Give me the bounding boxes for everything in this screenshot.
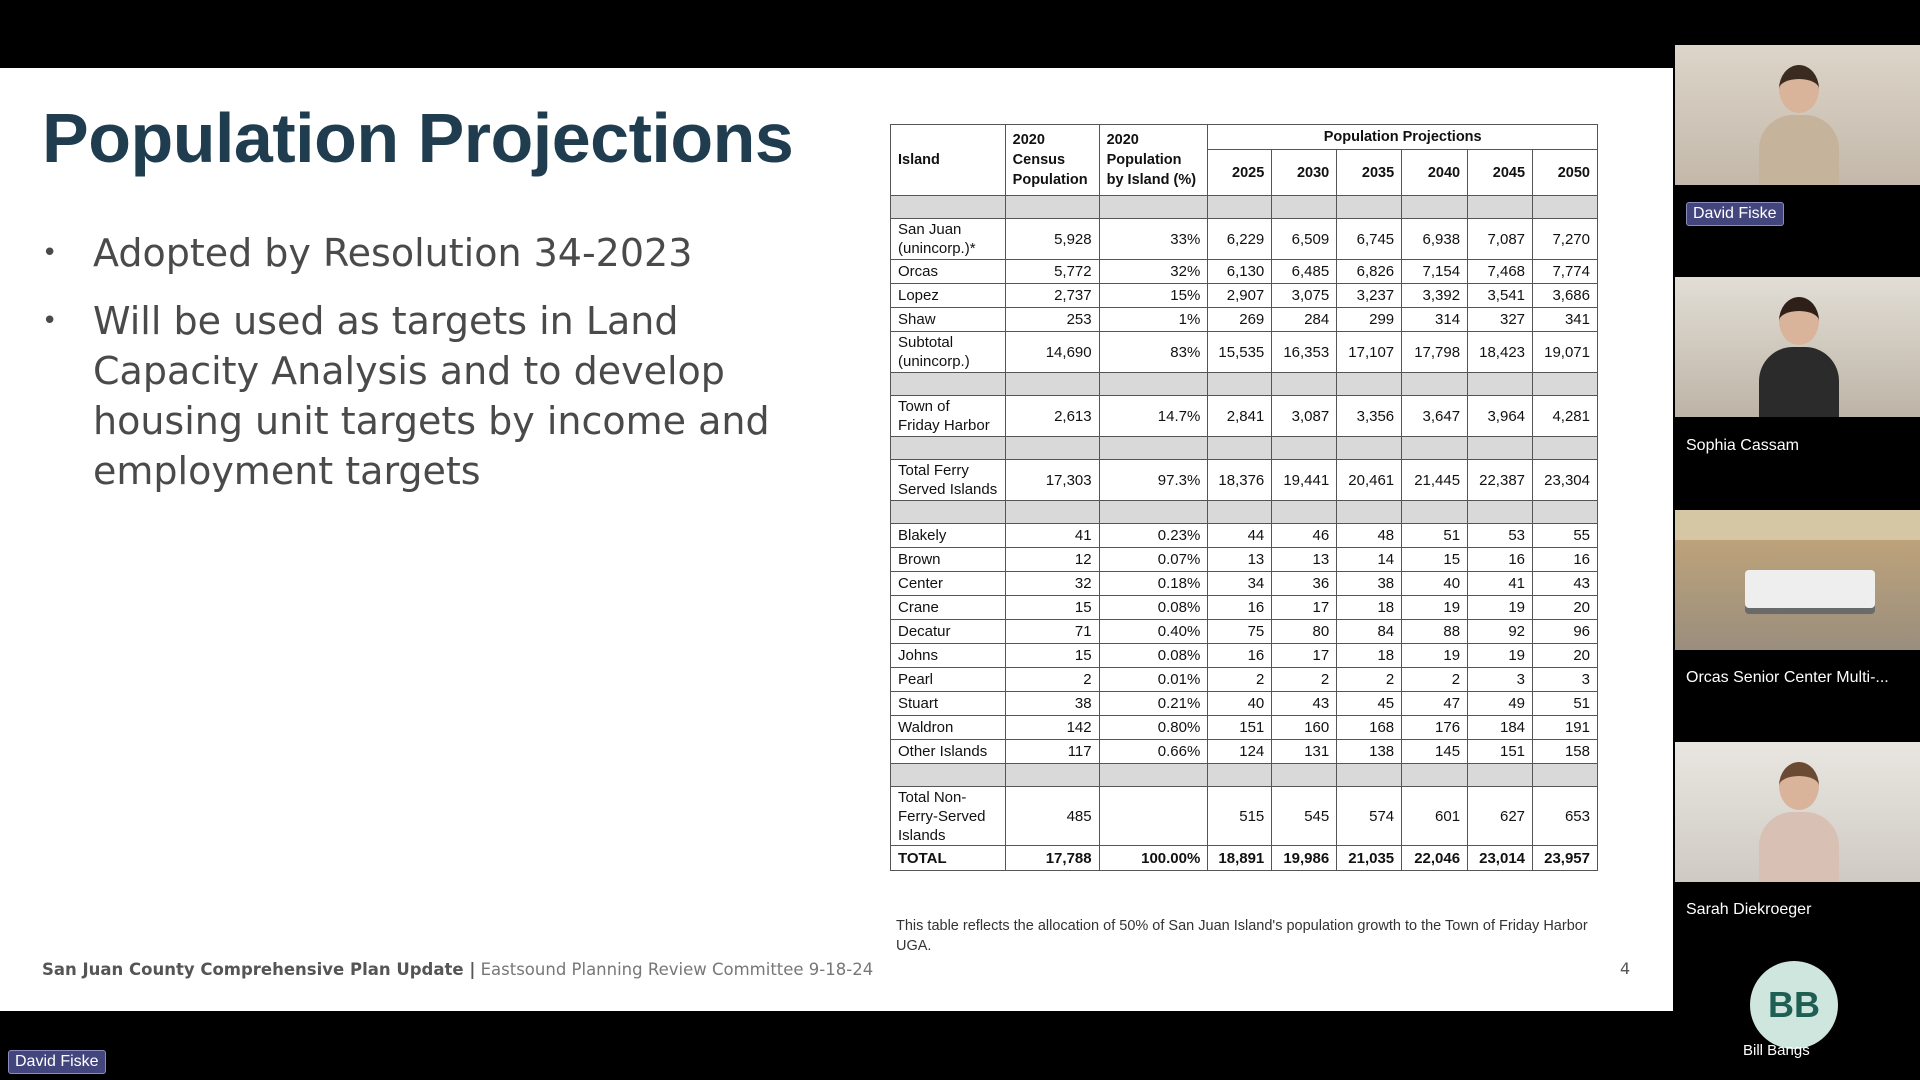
table-row <box>891 572 1598 596</box>
bullet-item <box>42 296 782 496</box>
census-value: 15 <box>1005 596 1099 620</box>
island-name: Orcas <box>891 260 1006 284</box>
projection-value: 2,841 <box>1208 396 1272 437</box>
projection-value: 168 <box>1337 716 1402 740</box>
participant-video-image <box>1753 295 1845 417</box>
projection-value: 2 <box>1402 668 1468 692</box>
table-row <box>891 620 1598 644</box>
projection-value: 18,423 <box>1468 332 1533 373</box>
island-name: Crane <box>891 596 1006 620</box>
percent-value: 0.21% <box>1099 692 1208 716</box>
footer-meeting: Eastsound Planning Review Committee 9-18-24 <box>480 960 874 979</box>
projection-value: 34 <box>1208 572 1272 596</box>
island-name: Town of Friday Harbor <box>891 396 1006 437</box>
percent-value: 0.07% <box>1099 548 1208 572</box>
header-year: 2035 <box>1337 150 1402 196</box>
total-row <box>891 846 1598 871</box>
projection-value: 16 <box>1208 596 1272 620</box>
projection-value: 3,237 <box>1337 284 1402 308</box>
projection-value: 23,304 <box>1533 460 1598 501</box>
header-projections: Population Projections <box>1208 125 1598 150</box>
projection-value: 145 <box>1402 740 1468 764</box>
island-name: Decatur <box>891 620 1006 644</box>
percent-value: 15% <box>1099 284 1208 308</box>
table-row <box>891 219 1598 260</box>
percent-value: 32% <box>1099 260 1208 284</box>
projection-value: 49 <box>1468 692 1533 716</box>
projection-value: 3,686 <box>1533 284 1598 308</box>
separator-row <box>891 437 1598 460</box>
island-name: Johns <box>891 644 1006 668</box>
participant-video-tile[interactable] <box>1675 510 1920 650</box>
island-name: Brown <box>891 548 1006 572</box>
projection-value: 20,461 <box>1337 460 1402 501</box>
projection-value: 160 <box>1272 716 1337 740</box>
slide-title: Population Projections <box>42 99 794 177</box>
projection-value: 19,986 <box>1272 846 1337 871</box>
projection-value: 18,891 <box>1208 846 1272 871</box>
percent-value: 0.40% <box>1099 620 1208 644</box>
population-projections-table <box>890 124 1598 871</box>
projection-value: 84 <box>1337 620 1402 644</box>
header-year: 2045 <box>1468 150 1533 196</box>
island-name: Total Non- Ferry-Served Islands <box>891 787 1006 846</box>
projection-value: 17 <box>1272 596 1337 620</box>
projection-value: 19 <box>1402 596 1468 620</box>
projection-value: 653 <box>1533 787 1598 846</box>
percent-value: 0.66% <box>1099 740 1208 764</box>
island-name: Waldron <box>891 716 1006 740</box>
participant-video-image <box>1753 760 1845 882</box>
projection-value: 3 <box>1468 668 1533 692</box>
census-value: 15 <box>1005 644 1099 668</box>
census-value: 2,613 <box>1005 396 1099 437</box>
projection-value: 6,509 <box>1272 219 1337 260</box>
percent-value: 83% <box>1099 332 1208 373</box>
projection-value: 314 <box>1402 308 1468 332</box>
table-footnote: This table reflects the allocation of 50% of San Juan Island's population growth to the Town of Friday Harbor UGA. <box>896 918 1588 954</box>
projection-value: 601 <box>1402 787 1468 846</box>
projection-value: 53 <box>1468 524 1533 548</box>
room-video-image <box>1675 510 1920 540</box>
percent-value: 0.18% <box>1099 572 1208 596</box>
projection-value: 3,647 <box>1402 396 1468 437</box>
percent-value: 1% <box>1099 308 1208 332</box>
table-row <box>891 308 1598 332</box>
header-census: 2020 Census Population <box>1005 125 1099 196</box>
percent-value: 0.23% <box>1099 524 1208 548</box>
projection-value: 6,229 <box>1208 219 1272 260</box>
separator-row <box>891 764 1598 787</box>
participant-name: Sophia Cassam <box>1686 437 1799 454</box>
census-value: 71 <box>1005 620 1099 644</box>
percent-value: 97.3% <box>1099 460 1208 501</box>
projection-value: 184 <box>1468 716 1533 740</box>
projection-value: 17 <box>1272 644 1337 668</box>
projection-value: 48 <box>1337 524 1402 548</box>
census-value: 117 <box>1005 740 1099 764</box>
census-value: 12 <box>1005 548 1099 572</box>
projection-value: 341 <box>1533 308 1598 332</box>
participant-video-tile[interactable] <box>1675 742 1920 882</box>
island-name: TOTAL <box>891 846 1006 871</box>
projection-value: 46 <box>1272 524 1337 548</box>
table-row <box>891 332 1598 373</box>
projection-value: 191 <box>1533 716 1598 740</box>
census-value: 485 <box>1005 787 1099 846</box>
projection-value: 2 <box>1337 668 1402 692</box>
projection-value: 13 <box>1208 548 1272 572</box>
projection-value: 16 <box>1468 548 1533 572</box>
projection-value: 36 <box>1272 572 1337 596</box>
island-name: Subtotal (unincorp.) <box>891 332 1006 373</box>
projection-value: 6,938 <box>1402 219 1468 260</box>
projection-value: 96 <box>1533 620 1598 644</box>
projection-value: 18 <box>1337 596 1402 620</box>
table-row <box>891 787 1598 846</box>
table-row <box>891 596 1598 620</box>
projection-value: 6,826 <box>1337 260 1402 284</box>
projection-value: 574 <box>1337 787 1402 846</box>
projection-value: 19,071 <box>1533 332 1598 373</box>
projection-value: 19,441 <box>1272 460 1337 501</box>
projection-value: 20 <box>1533 644 1598 668</box>
projection-value: 20 <box>1533 596 1598 620</box>
projection-value: 3,392 <box>1402 284 1468 308</box>
projection-value: 2,907 <box>1208 284 1272 308</box>
census-value: 5,928 <box>1005 219 1099 260</box>
projection-value: 7,087 <box>1468 219 1533 260</box>
bullet-icon: • <box>42 238 58 268</box>
projection-value: 284 <box>1272 308 1337 332</box>
projection-value: 19 <box>1468 596 1533 620</box>
projection-value: 45 <box>1337 692 1402 716</box>
projection-value: 7,468 <box>1468 260 1533 284</box>
projection-value: 14 <box>1337 548 1402 572</box>
projection-value: 15,535 <box>1208 332 1272 373</box>
projection-value: 17,798 <box>1402 332 1468 373</box>
island-name: Total Ferry Served Islands <box>891 460 1006 501</box>
header-year: 2050 <box>1533 150 1598 196</box>
projection-table-container <box>890 124 1598 871</box>
table-row <box>891 396 1598 437</box>
projection-value: 151 <box>1468 740 1533 764</box>
projection-value: 18,376 <box>1208 460 1272 501</box>
projection-value: 3,541 <box>1468 284 1533 308</box>
projection-value: 2 <box>1272 668 1337 692</box>
projection-value: 3,964 <box>1468 396 1533 437</box>
projection-value: 7,270 <box>1533 219 1598 260</box>
census-value: 14,690 <box>1005 332 1099 373</box>
projection-value: 13 <box>1272 548 1337 572</box>
projection-value: 55 <box>1533 524 1598 548</box>
projection-value: 92 <box>1468 620 1533 644</box>
projection-value: 15 <box>1402 548 1468 572</box>
projection-value: 51 <box>1402 524 1468 548</box>
projection-value: 23,957 <box>1533 846 1598 871</box>
percent-value: 0.80% <box>1099 716 1208 740</box>
island-name: Blakely <box>891 524 1006 548</box>
table-row <box>891 284 1598 308</box>
bullet-text: Adopted by Resolution 34-2023 <box>93 231 693 275</box>
census-value: 32 <box>1005 572 1099 596</box>
projection-value: 131 <box>1272 740 1337 764</box>
projection-value: 4,281 <box>1533 396 1598 437</box>
projection-value: 3,087 <box>1272 396 1337 437</box>
projection-value: 88 <box>1402 620 1468 644</box>
participant-name: Orcas Senior Center Multi-... <box>1686 669 1889 686</box>
projection-value: 269 <box>1208 308 1272 332</box>
projection-value: 17,107 <box>1337 332 1402 373</box>
projection-value: 75 <box>1208 620 1272 644</box>
projection-value: 6,745 <box>1337 219 1402 260</box>
projection-value: 151 <box>1208 716 1272 740</box>
projection-value: 3,356 <box>1337 396 1402 437</box>
projection-value: 16 <box>1533 548 1598 572</box>
projection-value: 43 <box>1533 572 1598 596</box>
projection-value: 22,046 <box>1402 846 1468 871</box>
projection-value: 515 <box>1208 787 1272 846</box>
census-value: 38 <box>1005 692 1099 716</box>
separator-row <box>891 501 1598 524</box>
census-value: 142 <box>1005 716 1099 740</box>
table-row <box>891 548 1598 572</box>
participant-video-tile[interactable] <box>1675 277 1920 417</box>
participant-name: Sarah Diekroeger <box>1686 901 1812 918</box>
header-percent: 2020 Population by Island (%) <box>1099 125 1208 196</box>
percent-value: 0.08% <box>1099 644 1208 668</box>
projection-value: 16,353 <box>1272 332 1337 373</box>
projection-value: 23,014 <box>1468 846 1533 871</box>
projection-value: 158 <box>1533 740 1598 764</box>
percent-value: 100.00% <box>1099 846 1208 871</box>
table-row <box>891 692 1598 716</box>
table-row <box>891 524 1598 548</box>
table-row <box>891 460 1598 501</box>
header-year: 2025 <box>1208 150 1272 196</box>
island-name: Shaw <box>891 308 1006 332</box>
projection-value: 2 <box>1208 668 1272 692</box>
projection-value: 176 <box>1402 716 1468 740</box>
projection-value: 627 <box>1468 787 1533 846</box>
participant-avatar[interactable]: BB <box>1750 961 1838 1049</box>
projection-value: 22,387 <box>1468 460 1533 501</box>
bullet-text: Will be used as targets in Land Capacity Analysis and to develop housing unit targets by income and employment targets <box>93 299 770 493</box>
slide-footer <box>42 960 873 979</box>
participant-video-image <box>1753 63 1845 185</box>
projection-value: 44 <box>1208 524 1272 548</box>
projection-value: 124 <box>1208 740 1272 764</box>
census-value: 17,788 <box>1005 846 1099 871</box>
island-name: Lopez <box>891 284 1006 308</box>
island-name: Pearl <box>891 668 1006 692</box>
projection-value: 6,130 <box>1208 260 1272 284</box>
census-value: 2 <box>1005 668 1099 692</box>
census-value: 41 <box>1005 524 1099 548</box>
projection-value: 327 <box>1468 308 1533 332</box>
table-row <box>891 644 1598 668</box>
projection-value: 40 <box>1402 572 1468 596</box>
projection-value: 43 <box>1272 692 1337 716</box>
table-row <box>891 716 1598 740</box>
separator-row <box>891 373 1598 396</box>
projection-value: 138 <box>1337 740 1402 764</box>
bullet-item <box>42 228 782 278</box>
island-name: Center <box>891 572 1006 596</box>
percent-value: 33% <box>1099 219 1208 260</box>
projection-value: 21,445 <box>1402 460 1468 501</box>
census-value: 17,303 <box>1005 460 1099 501</box>
projection-value: 6,485 <box>1272 260 1337 284</box>
projection-value: 299 <box>1337 308 1402 332</box>
island-name: Stuart <box>891 692 1006 716</box>
projection-value: 18 <box>1337 644 1402 668</box>
census-value: 2,737 <box>1005 284 1099 308</box>
island-name: San Juan (unincorp.)* <box>891 219 1006 260</box>
percent-value: 0.08% <box>1099 596 1208 620</box>
projection-value: 19 <box>1402 644 1468 668</box>
page-number: 4 <box>1620 959 1631 978</box>
census-value: 5,772 <box>1005 260 1099 284</box>
projection-value: 7,774 <box>1533 260 1598 284</box>
projection-value: 51 <box>1533 692 1598 716</box>
participant-video-tile[interactable] <box>1675 45 1920 185</box>
table-row <box>891 260 1598 284</box>
projection-value: 41 <box>1468 572 1533 596</box>
separator-row <box>891 196 1598 219</box>
participant-name: David Fiske <box>1686 202 1784 226</box>
projection-value: 7,154 <box>1402 260 1468 284</box>
percent-value: 0.01% <box>1099 668 1208 692</box>
bullet-icon: • <box>42 306 58 336</box>
percent-value: 14.7% <box>1099 396 1208 437</box>
header-island: Island <box>891 125 1006 196</box>
presenter-name-label: David Fiske <box>8 1050 106 1074</box>
header-year: 2040 <box>1402 150 1468 196</box>
projection-value: 19 <box>1468 644 1533 668</box>
census-value: 253 <box>1005 308 1099 332</box>
projection-value: 21,035 <box>1337 846 1402 871</box>
projection-value: 80 <box>1272 620 1337 644</box>
participant-name: Bill Bangs <box>1743 1042 1810 1059</box>
projection-value: 3,075 <box>1272 284 1337 308</box>
table-row <box>891 668 1598 692</box>
presentation-slide <box>0 68 1673 1011</box>
percent-value <box>1099 787 1208 846</box>
footer-project: San Juan County Comprehensive Plan Update | <box>42 960 476 979</box>
table-row <box>891 740 1598 764</box>
projection-value: 16 <box>1208 644 1272 668</box>
projection-value: 3 <box>1533 668 1598 692</box>
bullet-list <box>42 228 782 514</box>
projection-value: 38 <box>1337 572 1402 596</box>
island-name: Other Islands <box>891 740 1006 764</box>
projection-value: 40 <box>1208 692 1272 716</box>
header-year: 2030 <box>1272 150 1337 196</box>
projection-value: 47 <box>1402 692 1468 716</box>
conference-table-image <box>1745 570 1875 608</box>
projection-value: 545 <box>1272 787 1337 846</box>
